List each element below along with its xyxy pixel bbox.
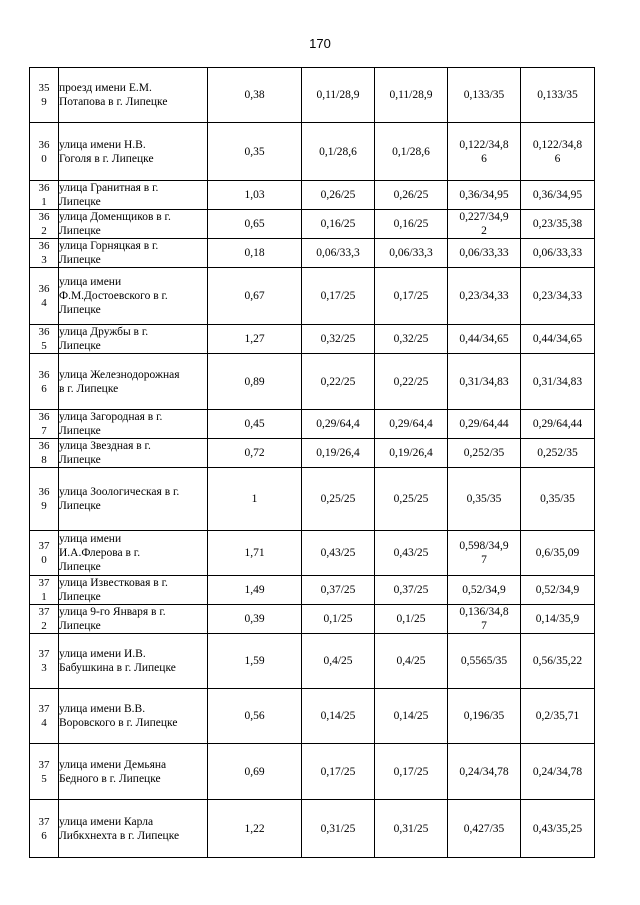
value-cell-2: 0,19/26,4: [375, 439, 448, 468]
street-name-cell: улица Загородная в г. Липецке: [59, 410, 208, 439]
value-cell-2: 0,14/25: [375, 689, 448, 744]
value-cell-1: 0,32/25: [302, 325, 375, 354]
value-cell-1: 0,26/25: [302, 181, 375, 210]
row-number-cell: 36 7: [30, 410, 59, 439]
value-cell-1: 0,06/33,3: [302, 239, 375, 268]
row-number-cell: 35 9: [30, 68, 59, 123]
row-number-cell: 37 3: [30, 634, 59, 689]
value-cell-2: 0,06/33,3: [375, 239, 448, 268]
value-cell-1: 0,1/28,6: [302, 123, 375, 181]
value-cell-2: 0,16/25: [375, 210, 448, 239]
value-cell-4: 0,23/34,33: [521, 268, 595, 325]
value-cell-1: 0,17/25: [302, 744, 375, 800]
length-cell: 0,45: [208, 410, 302, 439]
value-cell-1: 0,37/25: [302, 576, 375, 605]
table-row: [30, 239, 595, 268]
value-cell-3: 0,06/33,33: [448, 239, 521, 268]
value-cell-1: 0,11/28,9: [302, 68, 375, 123]
length-cell: 0,69: [208, 744, 302, 800]
value-cell-4: 0,56/35,22: [521, 634, 595, 689]
table-row: [30, 576, 595, 605]
row-number-cell: 37 5: [30, 744, 59, 800]
value-cell-1: 0,43/25: [302, 531, 375, 576]
page-number: 170: [309, 36, 331, 51]
value-cell-2: 0,1/25: [375, 605, 448, 634]
value-cell-2: 0,43/25: [375, 531, 448, 576]
value-cell-3: 0,29/64,44: [448, 410, 521, 439]
value-cell-1: 0,4/25: [302, 634, 375, 689]
value-cell-2: 0,11/28,9: [375, 68, 448, 123]
value-cell-1: 0,25/25: [302, 468, 375, 531]
table-row: [30, 689, 595, 744]
length-cell: 1,22: [208, 800, 302, 858]
table-row: [30, 210, 595, 239]
street-name-cell: улица Зоологическая в г. Липецке: [59, 468, 208, 531]
value-cell-2: 0,1/28,6: [375, 123, 448, 181]
table-row: [30, 68, 595, 123]
length-cell: 0,56: [208, 689, 302, 744]
value-cell-4: 0,23/35,38: [521, 210, 595, 239]
value-cell-4: 0,52/34,9: [521, 576, 595, 605]
street-name-cell: улица 9-го Января в г. Липецке: [59, 605, 208, 634]
length-cell: 1: [208, 468, 302, 531]
value-cell-1: 0,19/26,4: [302, 439, 375, 468]
value-cell-1: 0,16/25: [302, 210, 375, 239]
value-cell-4: 0,35/35: [521, 468, 595, 531]
value-cell-2: 0,26/25: [375, 181, 448, 210]
length-cell: 0,89: [208, 354, 302, 410]
value-cell-2: 0,29/64,4: [375, 410, 448, 439]
value-cell-1: 0,14/25: [302, 689, 375, 744]
table-body: [30, 68, 595, 858]
row-number-cell: 37 6: [30, 800, 59, 858]
row-number-cell: 36 5: [30, 325, 59, 354]
street-name-cell: улица имени Демьяна Бедного в г. Липецке: [59, 744, 208, 800]
length-cell: 0,65: [208, 210, 302, 239]
value-cell-3: 0,122/34,8 6: [448, 123, 521, 181]
table-row: [30, 325, 595, 354]
value-cell-4: 0,31/34,83: [521, 354, 595, 410]
length-cell: 0,67: [208, 268, 302, 325]
value-cell-4: 0,29/64,44: [521, 410, 595, 439]
value-cell-3: 0,23/34,33: [448, 268, 521, 325]
value-cell-2: 0,4/25: [375, 634, 448, 689]
value-cell-4: 0,44/34,65: [521, 325, 595, 354]
length-cell: 1,49: [208, 576, 302, 605]
value-cell-4: 0,6/35,09: [521, 531, 595, 576]
street-name-cell: проезд имени Е.М. Потапова в г. Липецке: [59, 68, 208, 123]
row-number-cell: 36 8: [30, 439, 59, 468]
street-name-cell: улица Гранитная в г. Липецке: [59, 181, 208, 210]
value-cell-2: 0,32/25: [375, 325, 448, 354]
value-cell-2: 0,37/25: [375, 576, 448, 605]
value-cell-3: 0,31/34,83: [448, 354, 521, 410]
value-cell-3: 0,227/34,9 2: [448, 210, 521, 239]
row-number-cell: 36 6: [30, 354, 59, 410]
street-name-cell: улица Железнодорожная в г. Липецке: [59, 354, 208, 410]
value-cell-3: 0,24/34,78: [448, 744, 521, 800]
value-cell-3: 0,52/34,9: [448, 576, 521, 605]
street-name-cell: улица имени Карла Либкхнехта в г. Липецке: [59, 800, 208, 858]
value-cell-3: 0,598/34,9 7: [448, 531, 521, 576]
value-cell-2: 0,17/25: [375, 268, 448, 325]
value-cell-3: 0,136/34,8 7: [448, 605, 521, 634]
value-cell-4: 0,2/35,71: [521, 689, 595, 744]
street-name-cell: улица Горняцкая в г. Липецке: [59, 239, 208, 268]
value-cell-4: 0,24/34,78: [521, 744, 595, 800]
value-cell-2: 0,17/25: [375, 744, 448, 800]
row-number-cell: 37 2: [30, 605, 59, 634]
table-row: [30, 354, 595, 410]
street-name-cell: улица имени Ф.М.Достоевского в г. Липецке: [59, 268, 208, 325]
length-cell: 0,39: [208, 605, 302, 634]
street-name-cell: улица имени В.В. Воровского в г. Липецке: [59, 689, 208, 744]
street-name-cell: улица имени И.А.Флерова в г. Липецке: [59, 531, 208, 576]
value-cell-3: 0,35/35: [448, 468, 521, 531]
row-number-cell: 36 9: [30, 468, 59, 531]
street-name-cell: улица имени И.В. Бабушкина в г. Липецке: [59, 634, 208, 689]
value-cell-1: 0,31/25: [302, 800, 375, 858]
row-number-cell: 36 2: [30, 210, 59, 239]
value-cell-4: 0,43/35,25: [521, 800, 595, 858]
value-cell-1: 0,1/25: [302, 605, 375, 634]
value-cell-4: 0,252/35: [521, 439, 595, 468]
length-cell: 0,38: [208, 68, 302, 123]
value-cell-3: 0,196/35: [448, 689, 521, 744]
value-cell-3: 0,427/35: [448, 800, 521, 858]
table-row: [30, 468, 595, 531]
value-cell-3: 0,133/35: [448, 68, 521, 123]
table-row: [30, 181, 595, 210]
value-cell-4: 0,122/34,8 6: [521, 123, 595, 181]
street-name-cell: улица Известковая в г. Липецке: [59, 576, 208, 605]
street-name-cell: улица Доменщиков в г. Липецке: [59, 210, 208, 239]
row-number-cell: 37 4: [30, 689, 59, 744]
row-number-cell: 36 3: [30, 239, 59, 268]
row-number-cell: 36 1: [30, 181, 59, 210]
table-row: [30, 800, 595, 858]
value-cell-3: 0,5565/35: [448, 634, 521, 689]
value-cell-2: 0,25/25: [375, 468, 448, 531]
table-row: [30, 439, 595, 468]
street-name-cell: улица Дружбы в г. Липецке: [59, 325, 208, 354]
row-number-cell: 37 0: [30, 531, 59, 576]
value-cell-4: 0,133/35: [521, 68, 595, 123]
value-cell-3: 0,36/34,95: [448, 181, 521, 210]
length-cell: 1,59: [208, 634, 302, 689]
data-table: [29, 67, 595, 858]
table-row: [30, 605, 595, 634]
table-row: [30, 268, 595, 325]
table-row: [30, 123, 595, 181]
length-cell: 0,18: [208, 239, 302, 268]
value-cell-2: 0,31/25: [375, 800, 448, 858]
value-cell-4: 0,06/33,33: [521, 239, 595, 268]
table-row: [30, 531, 595, 576]
street-name-cell: улица Звездная в г. Липецке: [59, 439, 208, 468]
table-row: [30, 410, 595, 439]
value-cell-4: 0,14/35,9: [521, 605, 595, 634]
street-name-cell: улица имени Н.В. Гоголя в г. Липецке: [59, 123, 208, 181]
table-row: [30, 634, 595, 689]
length-cell: 0,72: [208, 439, 302, 468]
length-cell: 1,71: [208, 531, 302, 576]
row-number-cell: 37 1: [30, 576, 59, 605]
length-cell: 0,35: [208, 123, 302, 181]
length-cell: 1,03: [208, 181, 302, 210]
row-number-cell: 36 4: [30, 268, 59, 325]
value-cell-3: 0,252/35: [448, 439, 521, 468]
value-cell-1: 0,17/25: [302, 268, 375, 325]
row-number-cell: 36 0: [30, 123, 59, 181]
value-cell-1: 0,22/25: [302, 354, 375, 410]
value-cell-1: 0,29/64,4: [302, 410, 375, 439]
table-row: [30, 744, 595, 800]
value-cell-4: 0,36/34,95: [521, 181, 595, 210]
value-cell-3: 0,44/34,65: [448, 325, 521, 354]
length-cell: 1,27: [208, 325, 302, 354]
value-cell-2: 0,22/25: [375, 354, 448, 410]
